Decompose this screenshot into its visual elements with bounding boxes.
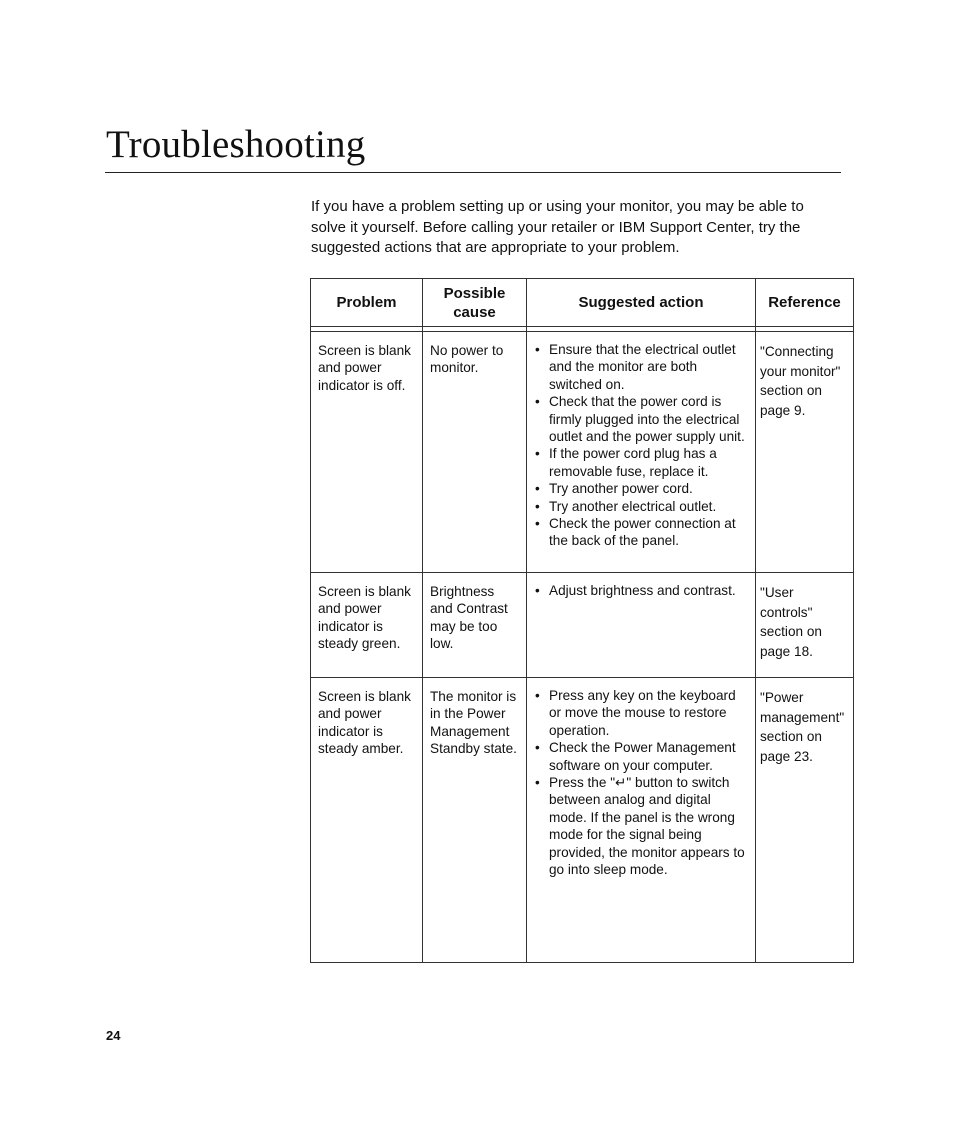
problem-cell: Screen is blank and power indicator is steady amber. — [318, 689, 411, 757]
cause-cell: Brightness and Contrast may be too low. — [430, 584, 508, 652]
action-item: • Ensure that the electrical outlet and the monitor are both switched on. — [535, 341, 751, 393]
problem-cell: Screen is blank and power indicator is off. — [318, 343, 411, 393]
reference-cell: "User controls" section on page 18. — [760, 585, 822, 659]
page-number: 24 — [106, 1028, 121, 1043]
action-item: • Check the Power Management software on your computer. — [535, 739, 751, 774]
action-list — [527, 573, 755, 599]
action-item: • Try another power cord. — [535, 480, 751, 497]
table-header-row — [311, 279, 854, 327]
cause-cell: No power to monitor. — [430, 343, 504, 376]
action-item: • Press the "↵" button to switch between analog and digital mode. If the panel is the wrong mode for the signal being provided, the monitor appears to go into sleep mode. — [535, 774, 751, 878]
action-list — [527, 678, 755, 878]
action-item: • Press any key on the keyboard or move the mouse to restore operation. — [535, 687, 751, 739]
action-item: • Check that the power cord is firmly plugged into the electrical outlet and the power supply unit. — [535, 393, 751, 445]
reference-cell: "Power management" section on page 23. — [760, 690, 845, 764]
action-item: • Try another electrical outlet. — [535, 498, 751, 515]
page-title: Troubleshooting — [106, 123, 366, 166]
cause-cell: The monitor is in the Power Management Standby state. — [430, 689, 517, 757]
title-divider — [105, 172, 841, 173]
action-item: • Adjust brightness and contrast. — [535, 582, 751, 599]
column-header-problem: Problem — [311, 279, 423, 327]
reference-cell: "Connecting your monitor" section on page 9. — [760, 344, 841, 418]
table-row — [311, 678, 854, 963]
table-row — [311, 332, 854, 573]
action-item: • If the power cord plug has a removable fuse, replace it. — [535, 445, 751, 480]
column-header-action: Suggested action — [527, 279, 756, 327]
column-header-cause: Possible cause — [423, 279, 527, 327]
troubleshooting-table — [310, 278, 854, 963]
action-item: • Check the power connection at the back of the panel. — [535, 515, 751, 550]
column-header-reference: Reference — [756, 279, 854, 327]
table-row — [311, 573, 854, 678]
action-list — [527, 332, 755, 550]
problem-cell: Screen is blank and power indicator is steady green. — [318, 584, 411, 652]
intro-paragraph: If you have a problem setting up or using your monitor, you may be able to solve it yourself. Before calling your retailer or IBM Support Center, try the suggested actions that are appropriate to your problem. — [311, 198, 804, 256]
